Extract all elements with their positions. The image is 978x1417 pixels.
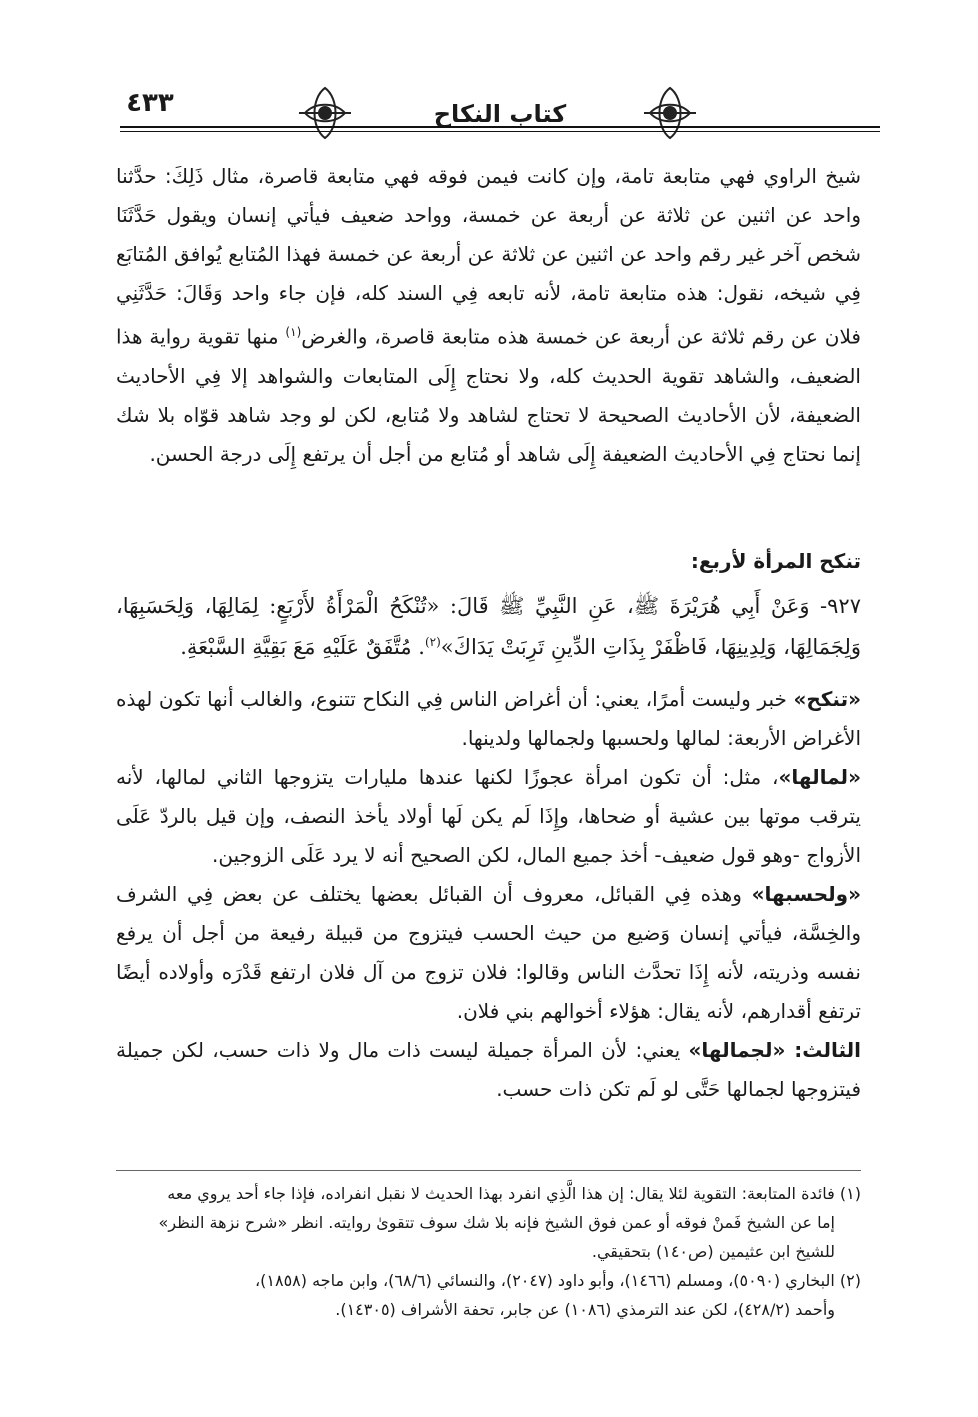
footnote-ref-1[interactable]: (١) [285, 325, 302, 339]
paragraph-5-keyword: الثالث: «لجمالها» [688, 1038, 861, 1062]
paragraph-2 [116, 680, 861, 758]
paragraph-5-text: يعني: لأن المرأة جميلة ليست ذات مال ولا ذات حسب، لكن جميلة فيتزوجها لجمالها حَتَّى لو لَم تكن ذات حسب. [116, 1038, 861, 1101]
ornament-left-icon [295, 84, 355, 142]
hadith-main: ٩٢٧- وَعَنْ أَبِي هُرَيْرَةَ ﷺ، عَنِ النَّبِيِّ ﷺ قَالَ: «تُنْكَحُ الْمَرْأَةُ لأَرْبَعٍ: لِمَالِهَا، وَلِحَسَبِهَا، وَلِجَمَالِهَا، وَلِدِينِهَا، فَاظْفَرْ بِذَاتِ الدِّينِ تَرِبَتْ يَدَاكَ» [116, 594, 861, 659]
footnote-1-line-3: للشيخ ابن عثيمين (ص١٤٠) بتحقيقي. [591, 1242, 835, 1261]
hadith-grading: . مُتَّفَقٌ عَلَيْهِ مَعَ بَقِيَّةِ السَّبْعَةِ. [180, 635, 425, 659]
paragraph-5 [116, 1031, 861, 1109]
footnotes [116, 1180, 861, 1325]
footnote-ref-2[interactable]: (٢) [424, 635, 441, 649]
paragraph-3-keyword: «لمالها» [778, 765, 861, 789]
page-number: ٤٣٣ [126, 88, 174, 118]
paragraph-3 [116, 758, 861, 875]
paragraph-3-text: ، مثل: أن تكون امرأة عجوزًا لكنها عندها مليارات يتزوجها الثاني لمالها، لأنه يترقب موتها بين عشية أو ضحاها، وإِذَا لَم يكن لَها أولاد يأخذ النصف، وإن قيل بالردّ عَلَى الأزواج -وهو قول ضعيف- أخذ جميع المال، لكن الصحيح أنه لا يرد عَلَى الزوجين. [116, 765, 861, 867]
header-rule-thin [120, 131, 880, 132]
footnote-divider [116, 1170, 861, 1171]
page-header [120, 84, 880, 144]
footnote-2-line-1: (٢) البخاري (٥٠٩٠)، ومسلم (١٤٦٦)، وأبو داود (٢٠٤٧)، والنسائي (٦٨/٦)، وابن ماجه (١٨٥٨)، [254, 1271, 861, 1290]
footnote-1-line-1: (١) فائدة المتابعة: التقوية لئلا يقال: إن هذا الَّذِي انفرد بهذا الحديث لا نقبل انفراده، فإذا جاء أحد يروي معه [167, 1184, 861, 1203]
ornament-right-icon [640, 84, 700, 142]
paragraph-1-text: شيخ الراوي فهي متابعة تامة، وإن كانت فيمن فوقه فهي متابعة قاصرة، مثال ذَلِكَ: حدَّثنا واحد عن اثنين عن ثلاثة عن أربعة عن خمسة، وواحد ضعيف فيأتي إنسان ويقول حَدَّثَنَا شخص آخر غير رقم واحد عن اثنين عن ثلاثة عن أربعة عن خمسة فهذا المُتابع يُوافق المُتابَع فِي شيخه، نقول: هذه متابعة تامة، لأنه تابعه فِي السند كله، فإن جاء واحد وَقَالَ: حَدَّثَنِي فلان عن رقم ثلاثة عن أربعة عن خمسة هذه متابعة قاصرة، والغرض [116, 164, 861, 349]
footnote-2-line-2: وأحمد (٤٢٨/٢)، لكن عند الترمذي (١٠٨٦) عن جابر، تحفة الأشراف (١٤٣٠٥). [335, 1300, 835, 1319]
header-rule [120, 126, 880, 128]
footnote-1-line-2: إما عن الشيخ فَمنْ فوقه أو عمن فوق الشيخ فإنه بلا شك سوف تتقوىٰ روايته. انظر «شرح نزهة النظر» [158, 1213, 835, 1232]
paragraph-2-keyword: «تنكح» [793, 687, 861, 711]
paragraph-4-text: وهذه فِي القبائل، معروف أن القبائل بعضها يختلف عن بعض فِي الشرف والخِسَّة، فيأتي إنسان وَضيع من حيث الحسب فيتزوج من قبيلة رفيعة من أجل أن يرفع نفسه وذريته، لأنه إِذَا تحدَّث الناس وقالوا: فلان تزوج من آل فلان ارتفع قَدْرَه وأولاده أيضًا ترتفع أقدارهم، لأنه يقال: هؤلاء أخوالهم بني فلان. [116, 882, 861, 1023]
paragraph-4-keyword: «ولحسبها» [751, 882, 861, 906]
book-title: كتاب النكاح [433, 100, 567, 128]
hadith-text [116, 588, 861, 665]
section-heading: تنكح المرأة لأربع: [690, 549, 861, 573]
paragraph-1-tail: منها تقوية رواية هذا الضعيف، والشاهد تقوية الحديث كله، ولا نحتاج إِلَى المتابعات والشواهد إلا فِي الأحاديث الضعيفة، لأن الأحاديث الصحيحة لا تحتاج لشاهد ولا مُتابع، لكن لو وجد شاهد قوّاه بلا شك إنما نحتاج فِي الأحاديث الضعيفة إِلَى شاهد أو مُتابع من أجل أن يرتفع إِلَى درجة الحسن. [116, 324, 861, 466]
paragraph-1 [116, 157, 861, 474]
paragraph-2-text: خبر وليست أمرًا، يعني: أن أغراض الناس فِي النكاح تتنوع، والغالب أنها تكون لهذه الأغراض الأربعة: لمالها ولحسبها ولجمالها ولدينها. [116, 687, 861, 750]
paragraph-4 [116, 875, 861, 1031]
commentary [116, 680, 861, 1109]
